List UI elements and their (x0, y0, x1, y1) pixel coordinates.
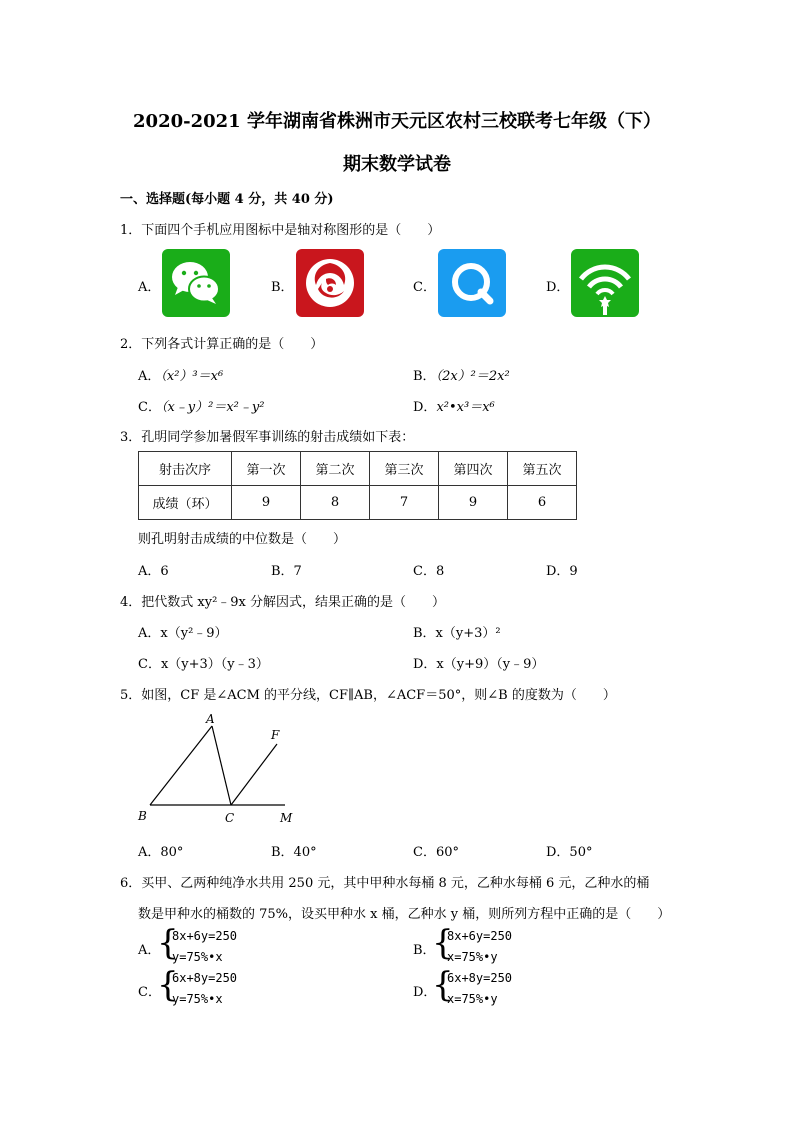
point-f-label: F (271, 728, 280, 742)
score-table (138, 451, 577, 520)
q6-option-b-eq1: 8x+6y=250 (447, 929, 513, 943)
q4-option-c: C．x（y+3）（y﹣3） (138, 657, 269, 672)
section-heading: 一、选择题(每小题 4 分，共 40 分) (120, 192, 334, 207)
table-cell: 成绩（环） (139, 486, 232, 520)
q2-option-d-text: x²•x³＝x⁶ (436, 400, 495, 415)
q3-option-b: B．7 (271, 564, 302, 579)
q6-option-b-brace: { (432, 923, 454, 963)
q2-option-b (413, 365, 510, 384)
q1-option-c-label: C． (413, 280, 436, 295)
exam-title-line2: 期末数学试卷 (343, 154, 451, 175)
q2-option-b-text: （2x）²＝2x² (435, 369, 510, 384)
q6-option-b-eq2: x=75%•y (447, 950, 498, 964)
q5-option-d: D．50° (546, 845, 593, 860)
q5-option-b: B．40° (271, 845, 317, 860)
table-cell: 9 (232, 486, 301, 520)
table-header-cell: 第四次 (439, 452, 508, 486)
q5-option-c: C．60° (413, 845, 459, 860)
q2-option-c-text: （x﹣y）²＝x²﹣y² (160, 400, 265, 415)
question-3-stem: 3．孔明同学参加暑假军事训练的射击成绩如下表： (120, 430, 415, 445)
line-cf (231, 744, 277, 805)
q1-option-a-label: A． (138, 280, 161, 295)
q2-option-d (413, 396, 495, 415)
table-header-cell: 第二次 (301, 452, 370, 486)
q6-option-d-brace: { (432, 965, 454, 1005)
q6-option-a-eq1: 8x+6y=250 (172, 929, 238, 943)
q6-option-c-eq1: 6x+8y=250 (172, 971, 238, 985)
question-3-follow: 则孔明射击成绩的中位数是（ ） (138, 532, 347, 547)
table-header-cell: 射击次序 (139, 452, 232, 486)
q6-option-a-system (172, 926, 237, 968)
line-ac (212, 726, 231, 805)
point-c-label: C (225, 811, 235, 825)
q3-option-c: C．8 (413, 564, 445, 579)
q6-option-c-brace: { (157, 965, 179, 1005)
q6-option-d-label: D． (413, 985, 437, 1000)
table-row (139, 486, 577, 520)
table-cell: 8 (301, 486, 370, 520)
phoenix-icon (296, 249, 364, 317)
q2-option-a-label: A． (138, 369, 161, 384)
q6-option-d-eq2: x=75%•y (447, 992, 498, 1006)
question-6-stem-line1: 6．买甲、乙两种纯净水共用 250 元，其中甲种水每桶 8 元，乙种水每桶 6 元，乙种水的桶 (120, 876, 650, 891)
q6-option-b-system (447, 926, 512, 968)
question-4-stem: 4．把代数式 xy²﹣9x 分解因式，结果正确的是（ ） (120, 595, 446, 610)
q3-option-a: A．6 (138, 564, 169, 579)
q2-option-b-label: B． (413, 369, 436, 384)
table-header-row (139, 452, 577, 486)
table-cell: 9 (439, 486, 508, 520)
q6-option-a-eq2: y=75%•x (172, 950, 223, 964)
q6-option-a-label: A． (138, 943, 161, 958)
point-b-label: B (138, 809, 147, 823)
point-a-label: A (206, 712, 215, 726)
q2-option-d-label: D． (413, 400, 437, 415)
q1-option-d-label: D． (546, 280, 570, 295)
question-2-stem: 2．下列各式计算正确的是（ ） (120, 337, 324, 352)
q6-option-a-brace: { (157, 923, 179, 963)
line-ab (150, 726, 212, 805)
point-m-label: M (280, 811, 293, 825)
q6-option-c-eq2: y=75%•x (172, 992, 223, 1006)
q6-option-c-label: C． (138, 985, 161, 1000)
q4-option-a: A．x（y²﹣9） (138, 626, 228, 641)
wechat-icon (162, 249, 230, 317)
table-cell: 6 (508, 486, 577, 520)
q6-option-c-system (172, 968, 237, 1010)
q6-option-d-system (447, 968, 512, 1010)
table-header-cell: 第五次 (508, 452, 577, 486)
geometry-figure (130, 708, 310, 830)
q5-option-a: A．80° (138, 845, 184, 860)
search-q-icon (438, 249, 506, 317)
q2-option-c-label: C． (138, 400, 161, 415)
q1-option-b-label: B． (271, 280, 294, 295)
q2-option-a (138, 365, 223, 384)
question-5-stem: 5．如图，CF 是∠ACM 的平分线，CF∥AB，∠ACF＝50°，则∠B 的度数为（ ） (120, 688, 616, 703)
table-cell: 7 (370, 486, 439, 520)
q4-option-b: B．x（y+3）² (413, 626, 501, 641)
q2-option-a-text: （x²）³＝x⁶ (160, 369, 224, 384)
table-header-cell: 第一次 (232, 452, 301, 486)
q3-option-d: D．9 (546, 564, 578, 579)
table-header-cell: 第三次 (370, 452, 439, 486)
question-6-stem-line2: 数是甲种水的桶数的 75%，设买甲种水 x 桶，乙种水 y 桶，则所列方程中正确的是（ ） (138, 907, 671, 922)
q4-option-d: D．x（y+9）（y﹣9） (413, 657, 545, 672)
q6-option-d-eq1: 6x+8y=250 (447, 971, 513, 985)
question-1-stem: 1．下面四个手机应用图标中是轴对称图形的是（ ） (120, 223, 441, 238)
q2-option-c (138, 396, 264, 415)
exam-title-line1: 2020-2021 学年湖南省株洲市天元区农村三校联考七年级（下） (133, 111, 661, 132)
wifi-icon (571, 249, 639, 317)
q6-option-b-label: B． (413, 943, 436, 958)
